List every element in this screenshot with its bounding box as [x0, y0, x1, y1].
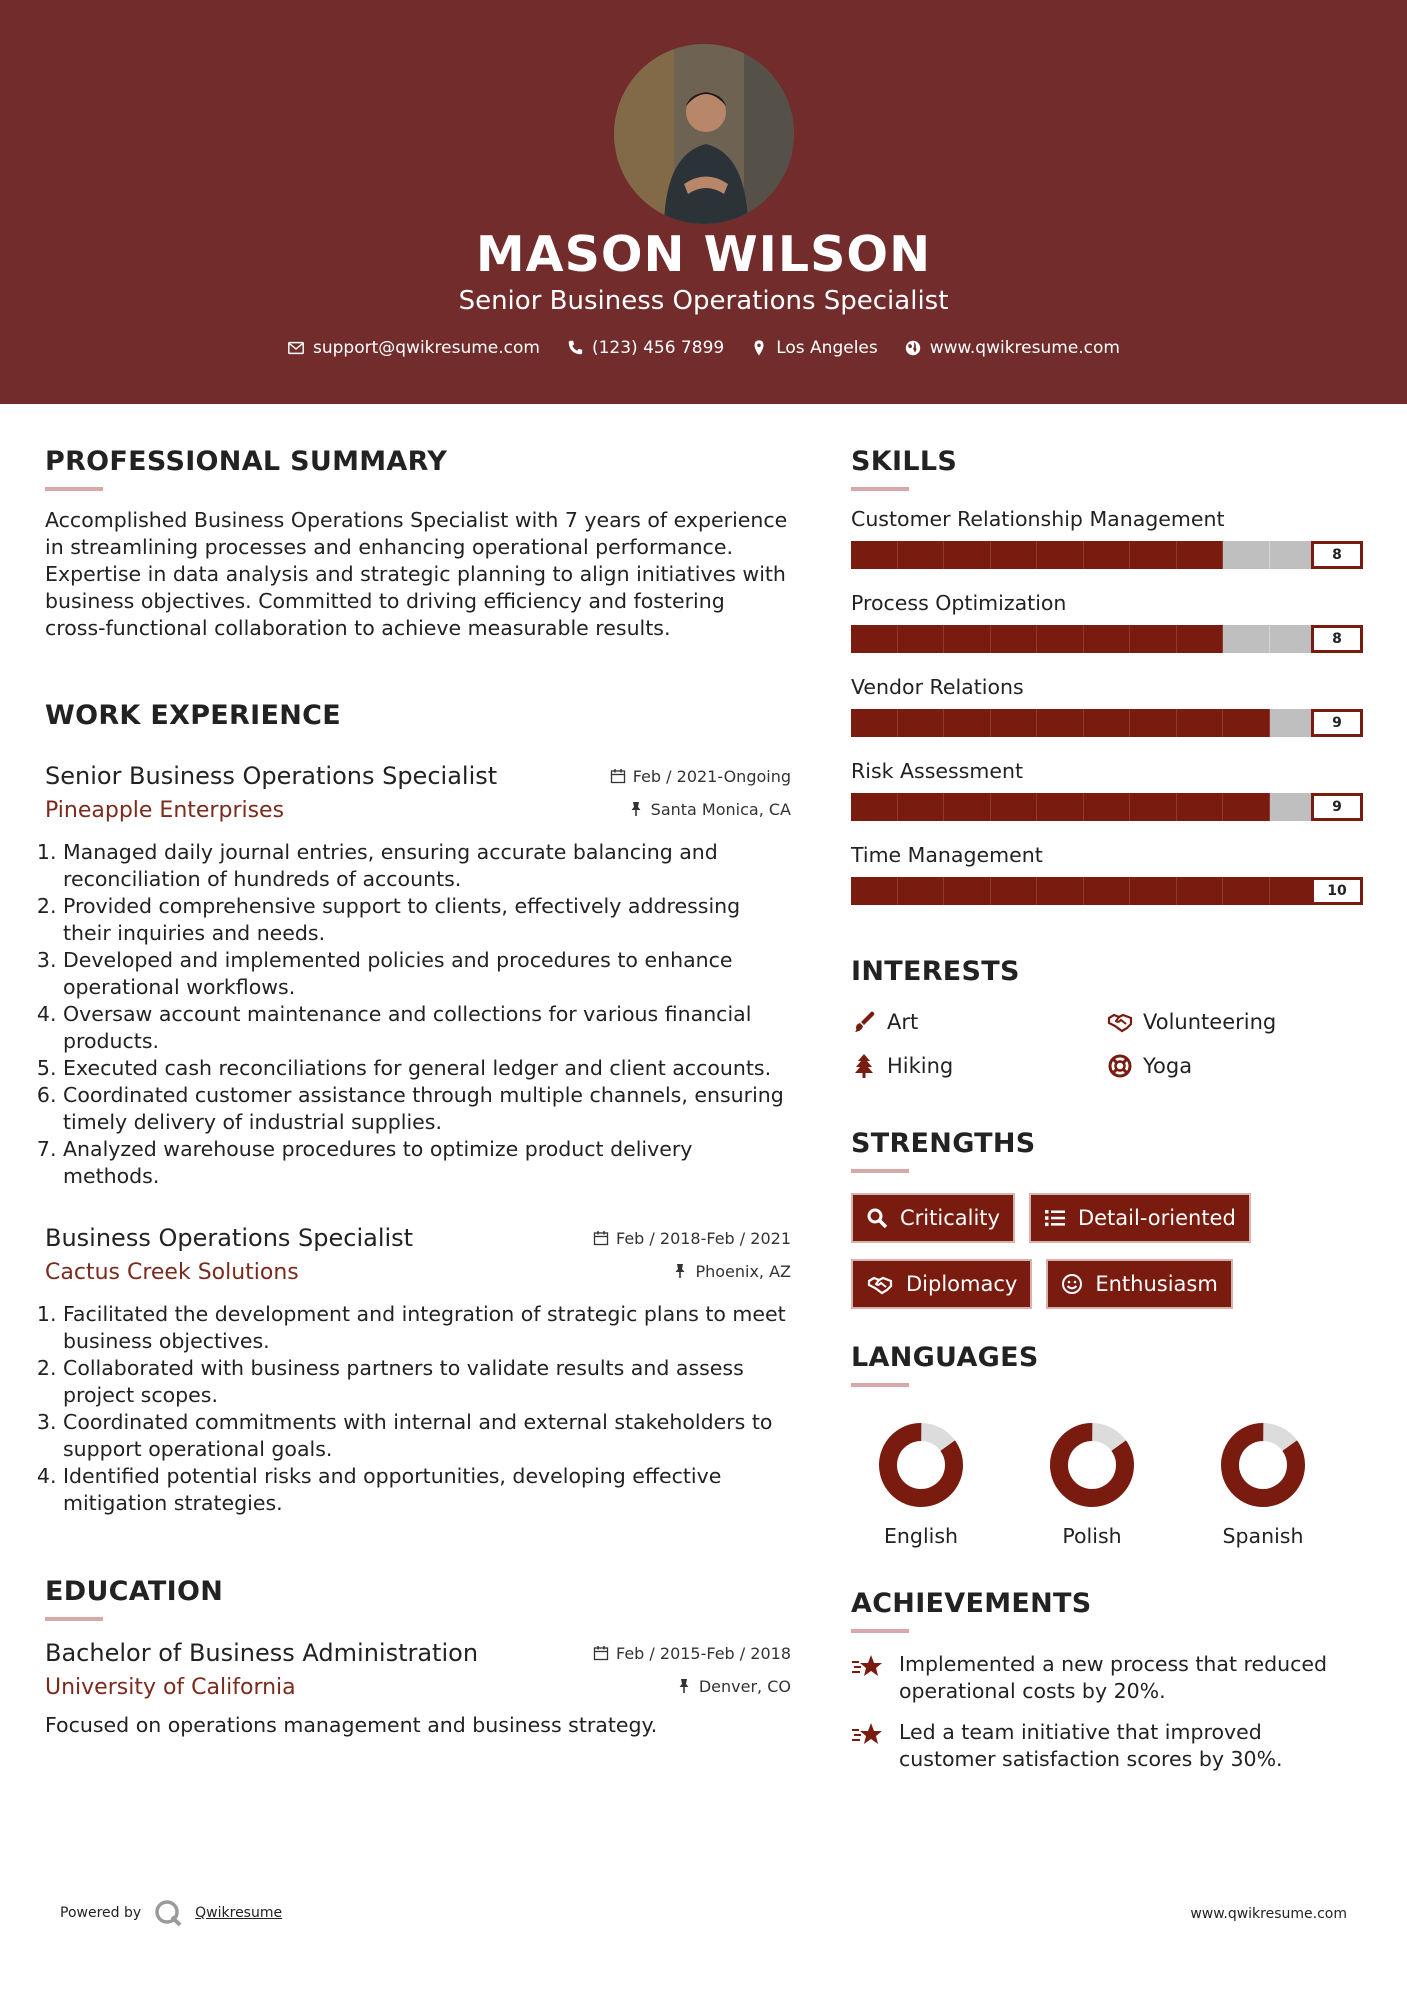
list-item: 4. Identified potential risks and opportunities, developing effective mitigation strategies. [63, 1463, 791, 1517]
achievements-heading: ACHIEVEMENTS [851, 1588, 1092, 1619]
achievement-text: Implemented a new process that reduced operational costs by 20%. [899, 1652, 1327, 1703]
duties-list [45, 839, 791, 1190]
languages-heading: LANGUAGES [851, 1342, 1039, 1373]
email-text: support@qwikresume.com [313, 338, 540, 358]
list-item: 3. Developed and implemented policies and procedures to enhance operational workflows. [63, 947, 791, 1001]
job-dates-text: Feb / 2021-Ongoing [632, 766, 791, 786]
interests-heading: INTERESTS [851, 956, 1020, 987]
globe-icon [904, 339, 922, 357]
calendar-icon [593, 1645, 609, 1661]
interests-grid [851, 1009, 1363, 1079]
skill-bar-segment [1037, 877, 1084, 905]
strength-label: Criticality [900, 1206, 1000, 1230]
skill-bar-segment [944, 709, 991, 737]
envelope-icon [287, 339, 305, 357]
skill-score: 9 [1311, 793, 1363, 821]
skill-bar-segment [1270, 709, 1317, 737]
language-donut-arc [1218, 1420, 1308, 1510]
skill-bar-segment [1223, 793, 1270, 821]
skill-bar-segment [1084, 625, 1131, 653]
experience-heading: WORK EXPERIENCE [45, 700, 341, 731]
company-name: Pineapple Enterprises [45, 798, 285, 823]
list-icon [1044, 1207, 1066, 1229]
candidate-title: Senior Business Operations Specialist [458, 286, 949, 316]
contact-website[interactable] [904, 338, 1120, 358]
skill-score: 9 [1311, 709, 1363, 737]
pushpin-icon [672, 1263, 688, 1279]
skill-item [851, 675, 1363, 737]
education-description: Focused on operations management and business strategy. [45, 1713, 658, 1737]
summary-heading: PROFESSIONAL SUMMARY [45, 446, 448, 477]
list-item: 2. Provided comprehensive support to clients, effectively addressing their inquiries and needs. [63, 893, 791, 947]
job-dates [610, 767, 791, 786]
education-location-text: Denver, CO [698, 1676, 791, 1696]
calendar-icon [593, 1230, 609, 1246]
skill-bar [851, 709, 1363, 737]
education-dates-text: Feb / 2015-Feb / 2018 [616, 1643, 791, 1663]
section-rule [851, 487, 909, 491]
handshake-icon [866, 1273, 894, 1295]
education-dates [593, 1644, 791, 1663]
skill-bar-segment [991, 625, 1038, 653]
skill-item [851, 759, 1363, 821]
skill-item [851, 843, 1363, 905]
strength-tag [851, 1193, 1015, 1243]
skill-bar-segment [1084, 877, 1131, 905]
skill-bar-segment [1037, 625, 1084, 653]
skill-bar-segment [851, 877, 898, 905]
section-rule [851, 1629, 909, 1633]
star-icon [851, 1721, 883, 1749]
contact-bar [0, 338, 1407, 358]
language-item [1022, 1420, 1162, 1548]
job-location-text: Santa Monica, CA [650, 799, 791, 819]
skill-bar-segment [1223, 709, 1270, 737]
contact-email[interactable] [287, 338, 540, 358]
skill-bar-segment [1270, 541, 1317, 569]
skill-item [851, 591, 1363, 653]
interest-label: Art [887, 1010, 919, 1034]
paintbrush-icon [851, 1009, 877, 1035]
skills-section [851, 446, 1363, 905]
job-title: Senior Business Operations Specialist [45, 762, 498, 790]
skill-bar-segment [1223, 877, 1270, 905]
strengths-heading: STRENGTHS [851, 1128, 1036, 1159]
calendar-icon [610, 768, 626, 784]
qwikresume-logo-icon [153, 1898, 183, 1928]
language-donut-arc [1047, 1420, 1137, 1510]
strength-tag [1029, 1193, 1251, 1243]
skill-bar-segment [1130, 793, 1177, 821]
skill-bar-segment [991, 793, 1038, 821]
list-item: 3. Coordinated commitments with internal and external stakeholders to support operational goals. [63, 1409, 791, 1463]
skill-bar-segment [1270, 625, 1317, 653]
skills-list [851, 507, 1363, 905]
skill-label: Time Management [851, 843, 1043, 867]
skill-bar-segment [1270, 793, 1317, 821]
skill-bar-segment [944, 793, 991, 821]
job-dates [593, 1229, 791, 1248]
job-location [628, 800, 791, 819]
skill-bar [851, 625, 1363, 653]
strengths-section [851, 1128, 1363, 1309]
interest-item [851, 1053, 1107, 1079]
education-section [45, 1576, 791, 1739]
map-pin-icon [750, 339, 768, 357]
skill-bar [851, 793, 1363, 821]
resume-header [0, 0, 1407, 404]
interest-item [1107, 1009, 1363, 1035]
skill-bar-segment [1084, 709, 1131, 737]
skill-bar-segment [1223, 541, 1270, 569]
language-donut-arc [876, 1420, 966, 1510]
achievement-text: Led a team initiative that improved customer satisfaction scores by 30%. [899, 1720, 1283, 1771]
pushpin-icon [628, 801, 644, 817]
location-text: Los Angeles [776, 338, 878, 358]
interest-label: Hiking [887, 1054, 954, 1078]
language-label: Spanish [1222, 1524, 1304, 1548]
achievements-section [851, 1588, 1363, 1773]
skill-bar-segment [1037, 793, 1084, 821]
achievement-item [851, 1651, 1363, 1705]
skill-bar-segment [1177, 541, 1224, 569]
languages-list [851, 1420, 1363, 1560]
skill-score: 8 [1311, 625, 1363, 653]
education-location [676, 1677, 791, 1696]
interest-item [1107, 1053, 1363, 1079]
skill-item [851, 507, 1363, 569]
tree-icon [851, 1053, 877, 1079]
education-heading: EDUCATION [45, 1576, 224, 1607]
skill-score: 10 [1311, 877, 1363, 905]
skill-bar-segment [851, 625, 898, 653]
handshake-icon [1107, 1009, 1133, 1035]
person-illustration [614, 44, 794, 224]
phone-icon [566, 339, 584, 357]
section-rule [851, 1169, 909, 1173]
skills-heading: SKILLS [851, 446, 958, 477]
smile-icon [1061, 1273, 1083, 1295]
skill-bar-segment [1037, 709, 1084, 737]
job-entry [45, 762, 791, 1190]
strength-label: Detail-oriented [1077, 1206, 1236, 1230]
skill-bar-segment [1037, 541, 1084, 569]
summary-text: Accomplished Business Operations Specialist with 7 years of experience in streamlining processes and enhancing operational performance. Expertise in data analysis and strategic planning to align initiatives with business objectives. Committed to driving efficiency and fostering cross-functional collaboration to achieve measurable results. [45, 508, 788, 640]
interest-label: Yoga [1143, 1054, 1193, 1078]
strength-tag [851, 1259, 1032, 1309]
interests-section [851, 956, 1363, 1079]
brand-link[interactable]: Qwikresume [195, 1905, 283, 1921]
skill-bar-segment [944, 877, 991, 905]
website-text: www.qwikresume.com [929, 338, 1120, 358]
skill-bar [851, 877, 1363, 905]
company-name: Cactus Creek Solutions [45, 1260, 299, 1285]
school-name: University of California [45, 1675, 296, 1700]
achievement-item [851, 1719, 1363, 1773]
summary-section [45, 446, 791, 642]
skill-bar-segment [851, 541, 898, 569]
languages-section [851, 1342, 1363, 1387]
skill-bar-segment [944, 625, 991, 653]
interest-label: Volunteering [1143, 1010, 1277, 1034]
contact-phone[interactable] [566, 338, 724, 358]
skill-label: Customer Relationship Management [851, 507, 1225, 531]
skill-bar-segment [851, 709, 898, 737]
list-item: 4. Oversaw account maintenance and collections for various financial products. [63, 1001, 791, 1055]
powered-by-text: Powered by [60, 1905, 142, 1921]
skill-score: 8 [1311, 541, 1363, 569]
language-item [1193, 1420, 1333, 1548]
skill-bar-segment [991, 877, 1038, 905]
interest-item [851, 1009, 1107, 1035]
skill-bar-segment [1130, 877, 1177, 905]
phone-text: (123) 456 7899 [591, 338, 725, 358]
job-title: Business Operations Specialist [45, 1224, 414, 1252]
section-rule [851, 1383, 909, 1387]
strength-tag [1046, 1259, 1232, 1309]
skill-bar-segment [1130, 625, 1177, 653]
language-donut [876, 1420, 966, 1510]
skill-bar-segment [1177, 625, 1224, 653]
list-item: 1. Facilitated the development and integration of strategic plans to meet business objectives. [63, 1301, 791, 1355]
footer-powered-by [60, 1898, 282, 1928]
skill-bar [851, 541, 1363, 569]
language-donut [1218, 1420, 1308, 1510]
skill-bar-segment [851, 793, 898, 821]
skill-bar-segment [1084, 793, 1131, 821]
lifebuoy-icon [1107, 1053, 1133, 1079]
job-location-text: Phoenix, AZ [695, 1261, 791, 1281]
skill-bar-segment [1084, 541, 1131, 569]
skill-label: Process Optimization [851, 591, 1067, 615]
experience-section [45, 700, 791, 731]
skill-bar-segment [898, 877, 945, 905]
search-icon [866, 1207, 888, 1229]
strength-label: Diplomacy [906, 1272, 1018, 1296]
star-icon [851, 1653, 883, 1681]
language-label: Polish [1062, 1524, 1122, 1548]
profile-photo [614, 44, 794, 224]
skill-bar-segment [1177, 877, 1224, 905]
footer-website[interactable]: www.qwikresume.com [1190, 1906, 1347, 1922]
skill-bar-segment [898, 709, 945, 737]
contact-location [750, 338, 878, 358]
list-item: 5. Executed cash reconciliations for general ledger and client accounts. [63, 1055, 791, 1082]
list-item: 1. Managed daily journal entries, ensuring accurate balancing and reconciliation of hundreds of accounts. [63, 839, 791, 893]
language-item [851, 1420, 991, 1548]
duties-list [45, 1301, 791, 1517]
list-item: 7. Analyzed warehouse procedures to optimize product delivery methods. [63, 1136, 791, 1190]
skill-bar-segment [991, 709, 1038, 737]
section-rule [45, 487, 103, 491]
skill-bar-segment [991, 541, 1038, 569]
skill-bar-segment [944, 541, 991, 569]
skill-bar-segment [1177, 709, 1224, 737]
skill-bar-segment [898, 793, 945, 821]
list-item: 6. Coordinated customer assistance through multiple channels, ensuring timely delivery of industrial supplies. [63, 1082, 791, 1136]
job-entry [45, 1224, 791, 1517]
skill-bar-segment [1270, 877, 1317, 905]
language-label: English [883, 1524, 959, 1548]
skill-bar-segment [898, 625, 945, 653]
skill-bar-segment [1130, 541, 1177, 569]
section-rule [45, 1617, 103, 1621]
pushpin-icon [676, 1678, 692, 1694]
degree-title: Bachelor of Business Administration [45, 1639, 479, 1667]
skill-bar-segment [1130, 709, 1177, 737]
strength-label: Enthusiasm [1095, 1272, 1218, 1296]
skill-bar-segment [1223, 625, 1270, 653]
list-item: 2. Collaborated with business partners to validate results and assess project scopes. [63, 1355, 791, 1409]
candidate-name: MASON WILSON [475, 226, 932, 283]
skill-label: Risk Assessment [851, 759, 1023, 783]
job-location [672, 1262, 791, 1281]
job-dates-text: Feb / 2018-Feb / 2021 [616, 1228, 791, 1248]
skill-bar-segment [898, 541, 945, 569]
language-donut [1047, 1420, 1137, 1510]
skill-bar-segment [1177, 793, 1224, 821]
skill-label: Vendor Relations [851, 675, 1024, 699]
